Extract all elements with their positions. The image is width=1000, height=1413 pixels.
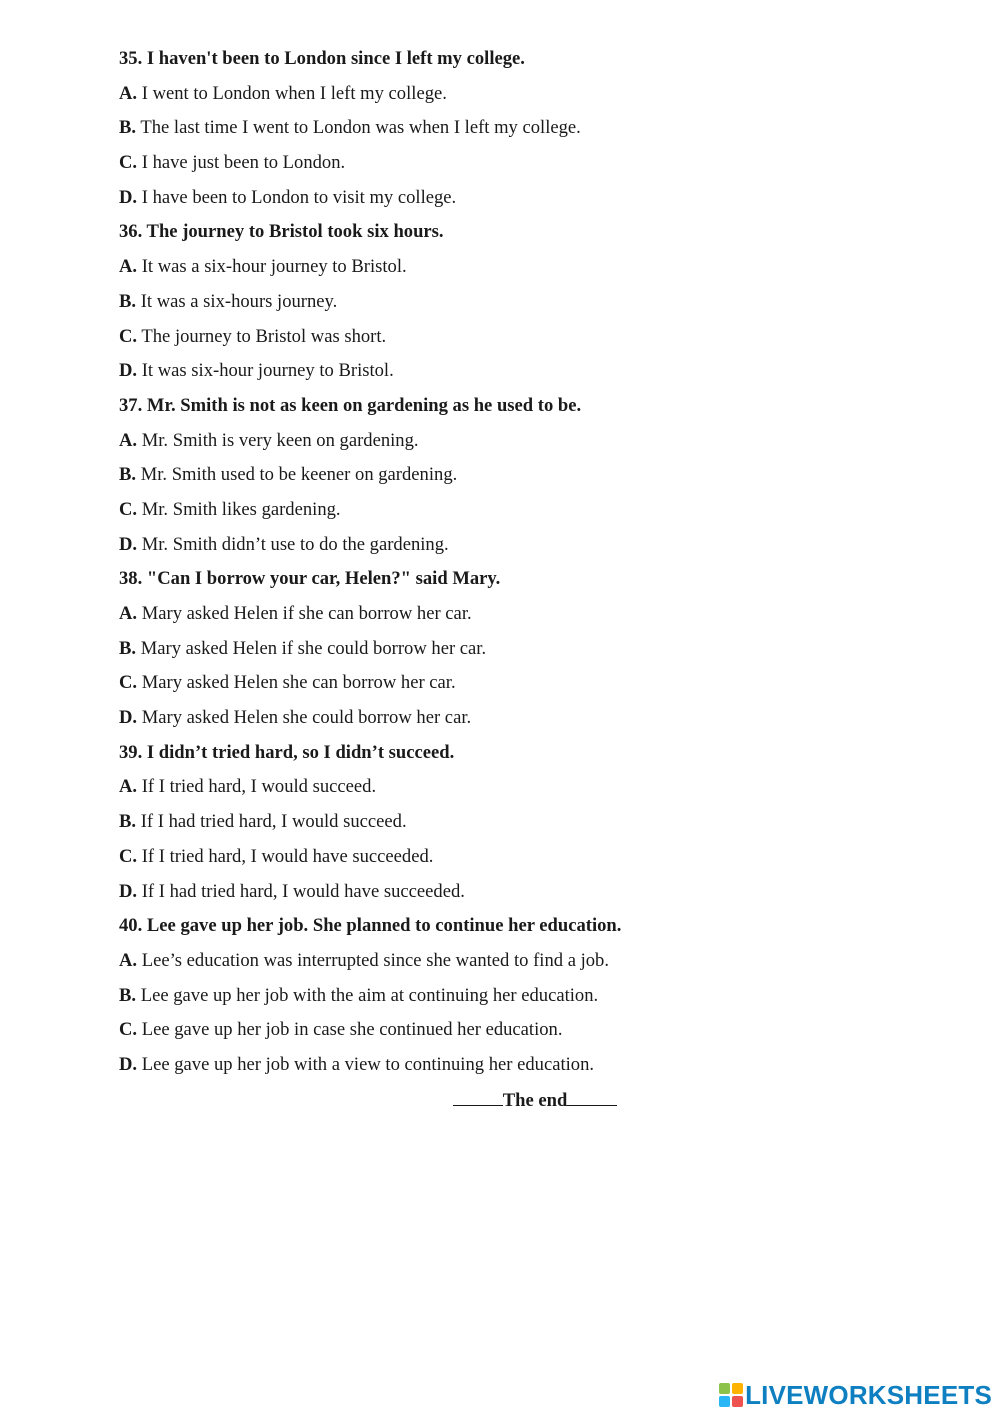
option-text: The last time I went to London was when I left my college. [136,117,581,139]
option-text: It was a six-hour journey to Bristol. [137,256,407,278]
option-a [119,252,939,287]
option-b [119,460,939,495]
option-letter: C. [119,325,138,347]
option-a [119,599,939,634]
question-39 [119,738,939,911]
option-letter: C. [119,498,138,520]
option-b [119,981,939,1016]
option-letter: C. [119,672,138,694]
question-prompt: 35. I haven't been to London since I left my college. [119,48,525,69]
option-letter: B. [119,464,137,486]
option-text: Mary asked Helen she could borrow her car. [137,707,472,729]
option-text: It was a six-hours journey. [136,290,338,312]
logo-square-2 [732,1383,743,1394]
option-letter: C. [119,1019,138,1041]
option-d [119,183,939,218]
option-text: Mr. Smith likes gardening. [137,498,341,520]
option-letter: A. [119,429,138,451]
option-a [119,946,939,981]
option-text: It was six-hour journey to Bristol. [137,360,394,382]
option-text: If I had tried hard, I would have succeeded. [137,880,465,902]
option-text: I have just been to London. [137,152,346,174]
option-d [119,1050,939,1085]
liveworksheets-logo-icon [719,1383,743,1407]
question-prompt: 36. The journey to Bristol took six hours. [119,221,444,243]
option-letter: B. [119,811,137,833]
option-text: Mr. Smith used to be keener on gardening. [136,464,458,486]
option-letter: C. [119,152,138,174]
question-prompt: 39. I didn’t tried hard, so I didn’t succeed. [119,741,455,763]
option-d [119,877,939,912]
option-letter: B. [119,290,137,312]
logo-square-4 [732,1396,743,1407]
option-a [119,772,939,807]
option-letter: B. [119,637,137,659]
option-letter: A. [119,82,138,104]
option-c [119,668,939,703]
option-letter: D. [119,186,138,208]
option-c [119,1015,939,1050]
option-text: Mr. Smith is very keen on gardening. [137,429,419,451]
option-text: Lee gave up her job in case she continued her education. [137,1019,563,1041]
brand-name: LIVEWORKSHEETS [745,1379,992,1410]
option-a [119,426,939,461]
option-d [119,703,939,738]
option-letter: C. [119,845,138,867]
option-letter: D. [119,1053,138,1075]
option-letter: D. [119,880,138,902]
question-38 [119,564,939,737]
question-37 [119,391,939,564]
option-letter: A. [119,256,138,278]
logo-square-1 [719,1383,730,1394]
option-text: The journey to Bristol was short. [137,325,387,347]
option-letter: B. [119,984,137,1006]
option-c [119,148,939,183]
option-text: Lee gave up her job with a view to continuing her education. [137,1053,595,1075]
option-letter: D. [119,707,138,729]
logo-square-3 [719,1396,730,1407]
option-text: Lee’s education was interrupted since she wanted to find a job. [137,949,610,971]
option-b [119,807,939,842]
option-letter: D. [119,533,138,555]
option-text: Mary asked Helen she can borrow her car. [137,672,456,694]
option-a [119,79,939,114]
question-40 [119,911,939,1084]
option-c [119,322,939,357]
option-letter: A. [119,776,138,798]
the-end-marker [0,1086,1000,1116]
question-prompt: 37. Mr. Smith is not as keen on gardening as he used to be. [119,394,582,416]
underline-right [567,1086,617,1106]
option-b [119,113,939,148]
end-text: The end [502,1090,568,1111]
option-d [119,356,939,391]
option-text: If I had tried hard, I would succeed. [136,811,407,833]
option-letter: A. [119,603,138,624]
option-letter: B. [119,117,137,139]
option-letter: A. [119,949,138,971]
question-35 [119,44,939,217]
option-letter: D. [119,360,138,382]
worksheet-content [119,44,939,1085]
option-text: If I tried hard, I would succeed. [137,776,377,798]
option-c [119,842,939,877]
option-text: Mary asked Helen if she can borrow her car. [137,603,472,624]
question-36 [119,217,939,390]
option-b [119,287,939,322]
option-d [119,530,939,565]
option-b [119,634,939,669]
liveworksheets-logo [719,1381,992,1409]
question-prompt: 38. "Can I borrow your car, Helen?" said Mary. [119,568,501,590]
option-text: Mr. Smith didn’t use to do the gardening. [137,533,449,555]
option-text: Lee gave up her job with the aim at continuing her education. [136,984,599,1006]
option-text: I have been to London to visit my college. [137,186,457,208]
underline-left [453,1086,503,1106]
option-c [119,495,939,530]
option-text: I went to London when I left my college. [137,82,447,104]
question-prompt: 40. Lee gave up her job. She planned to continue her education. [119,915,622,937]
option-text: Mary asked Helen if she could borrow her car. [136,637,487,659]
option-text: If I tried hard, I would have succeeded. [137,845,434,867]
